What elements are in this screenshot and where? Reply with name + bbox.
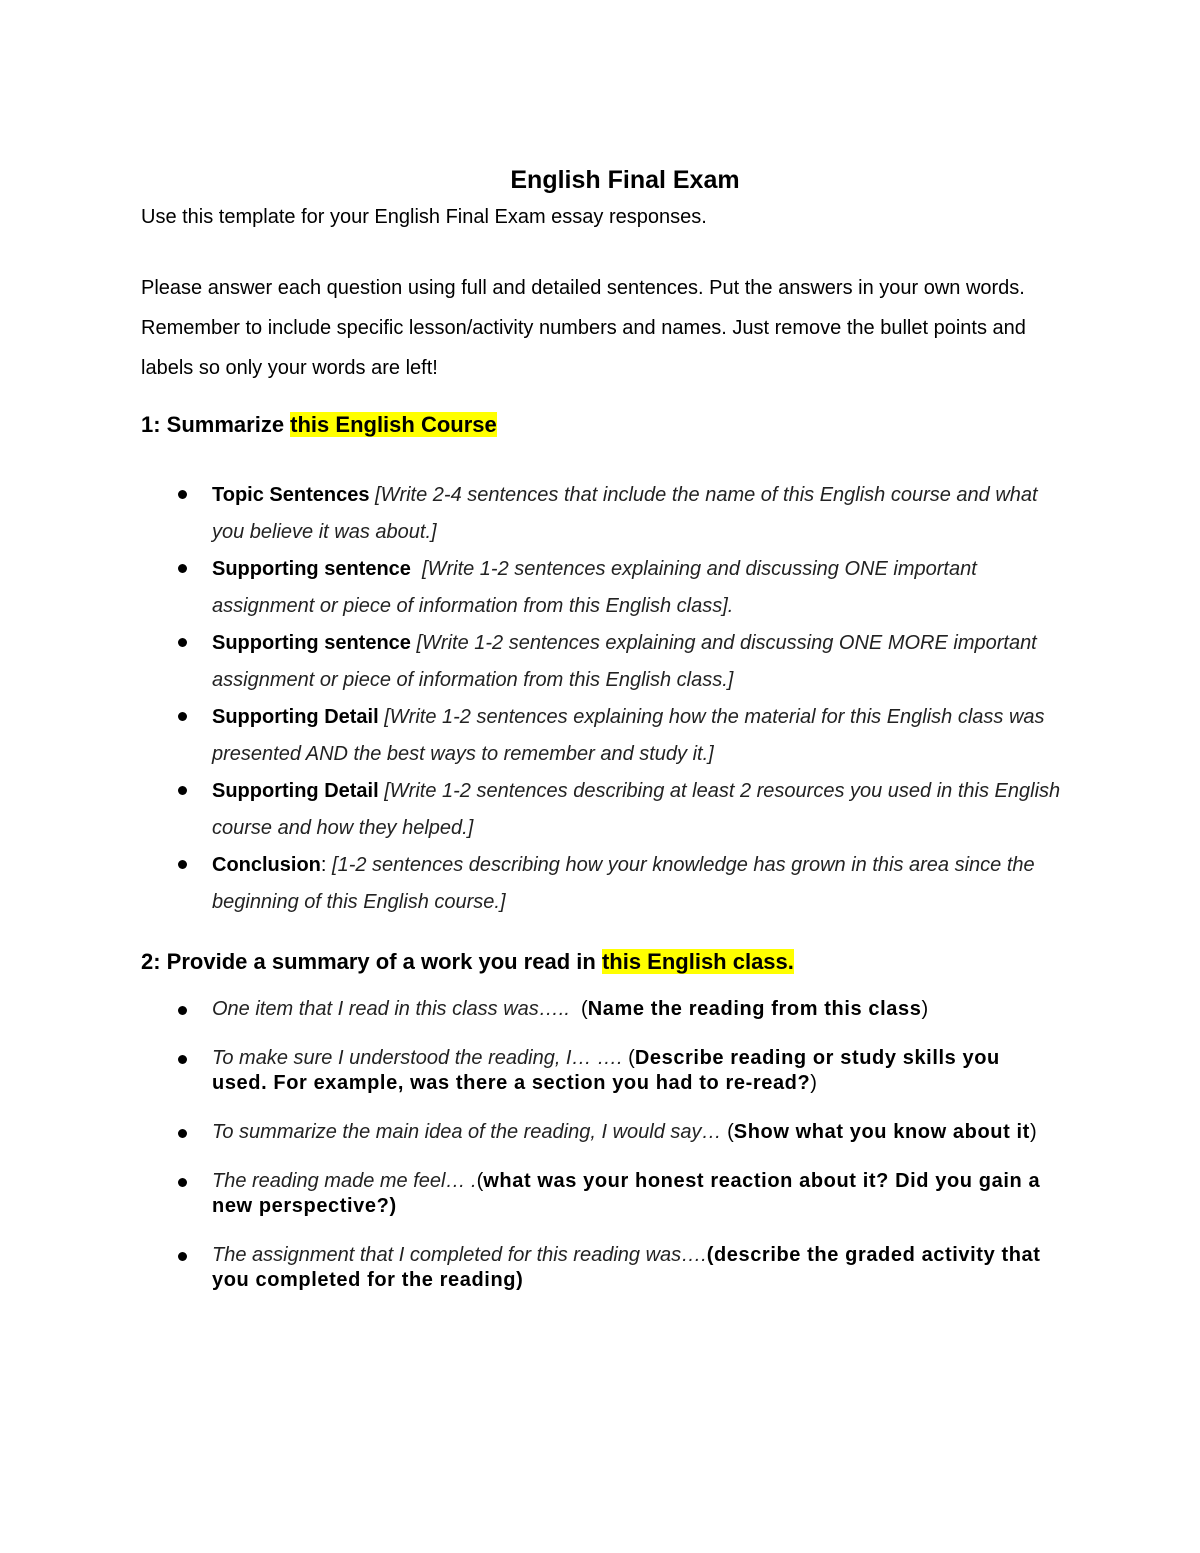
item-instruction: [Write 1-2 sentences explaining and discussing ONE MORE important assignment or piece of information from this English class.] (212, 632, 1037, 691)
item-hint: Show what you know about it (733, 1121, 1030, 1143)
item-instruction: [Write 2-4 sentences that include the name of this English course and what you believe it was about.] (212, 484, 1038, 543)
item-label: Supporting sentence (212, 632, 411, 654)
item-prompt: The reading made me feel… . (212, 1170, 477, 1192)
item-label: Supporting Detail (212, 706, 379, 728)
instructions-paragraph: Please answer each question using full and detailed sentences. Put the answers in your own words. Remember to include specific lesson/activity numbers and names. Just remove the bullet points and labels so only your words are left! (141, 277, 1026, 379)
list-item (141, 477, 1061, 551)
section-2-bullet-list (141, 997, 1061, 1317)
list-item: The reading made me feel… .(what was your honest reaction about it? Did you gain a new perspective?) (141, 1169, 1061, 1219)
list-item: To summarize the main idea of the reading, I would say… (Show what you know about it) (141, 1120, 1061, 1145)
list-item: One item that I read in this class was….. (Name the reading from this class) (141, 997, 1061, 1022)
bullet-icon (178, 564, 187, 573)
section-2-heading-highlight: this English class. (601, 949, 794, 974)
list-item (141, 551, 1061, 625)
section-1-heading (141, 411, 1081, 439)
item-label: Topic Sentences (212, 484, 370, 506)
list-item: Conclusion: [1-2 sentences describing how your knowledge has grown in this area since the beginning of this English course.] (141, 847, 1061, 921)
item-prompt: To make sure I understood the reading, I… …. (212, 1047, 623, 1069)
page-title: English Final Exam (510, 166, 740, 194)
bullet-icon (178, 490, 187, 499)
item-hint: Name the reading from this class (587, 998, 922, 1020)
item-prompt: To summarize the main idea of the reading, I would say… (212, 1121, 722, 1143)
list-item (141, 699, 1061, 773)
item-instruction: [Write 1-2 sentences explaining how the material for this English class was presented AND the best ways to remember and study it.] (212, 706, 1045, 765)
item-instruction: [Write 1-2 sentences explaining and discussing ONE important assignment or piece of information from this English class]. (212, 558, 977, 617)
item-prompt: The assignment that I completed for this reading was…. (212, 1244, 707, 1266)
item-hint: Describe reading or study skills you used. For example, was there a section you had to re-read? (212, 1047, 1000, 1094)
item-label: Supporting sentence (212, 558, 411, 580)
list-item (141, 773, 1061, 847)
item-prompt: One item that I read in this class was….. (212, 998, 570, 1020)
bullet-icon (178, 1129, 187, 1138)
bullet-icon (178, 860, 187, 869)
bullet-icon (178, 638, 187, 647)
section-1-bullet-list (141, 477, 1061, 921)
section-2-heading-prefix: 2: Provide a summary of a work you read in (141, 949, 602, 974)
item-instruction: [Write 1-2 sentences describing at least 2 resources you used in this English course and how they helped.] (212, 780, 1061, 839)
bullet-icon (178, 1055, 187, 1064)
bullet-icon (178, 712, 187, 721)
item-instruction: [1-2 sentences describing how your knowledge has grown in this area since the beginning of this English course.] (212, 854, 1035, 913)
section-2-heading (141, 948, 1081, 976)
intro-text: Use this template for your English Final Exam essay responses. (141, 206, 707, 228)
bullet-icon (178, 1252, 187, 1261)
item-label: Conclusion (212, 854, 321, 876)
bullet-icon (178, 1178, 187, 1187)
item-label: Supporting Detail (212, 780, 379, 802)
item-hint: what was your honest reaction about it? Did you gain a new perspective?) (212, 1170, 1041, 1217)
list-item (141, 625, 1061, 699)
item-hint: (describe the graded activity that you completed for the reading) (212, 1244, 1041, 1291)
section-1-heading-prefix: 1: Summarize (141, 412, 291, 437)
list-item: To make sure I understood the reading, I… …. (Describe reading or study skills you used. For example, was there a section you had to re-read?) (141, 1046, 1061, 1096)
bullet-icon (178, 786, 187, 795)
bullet-icon (178, 1006, 187, 1015)
section-1-heading-highlight: this English Course (290, 412, 497, 437)
list-item (141, 1243, 1061, 1293)
